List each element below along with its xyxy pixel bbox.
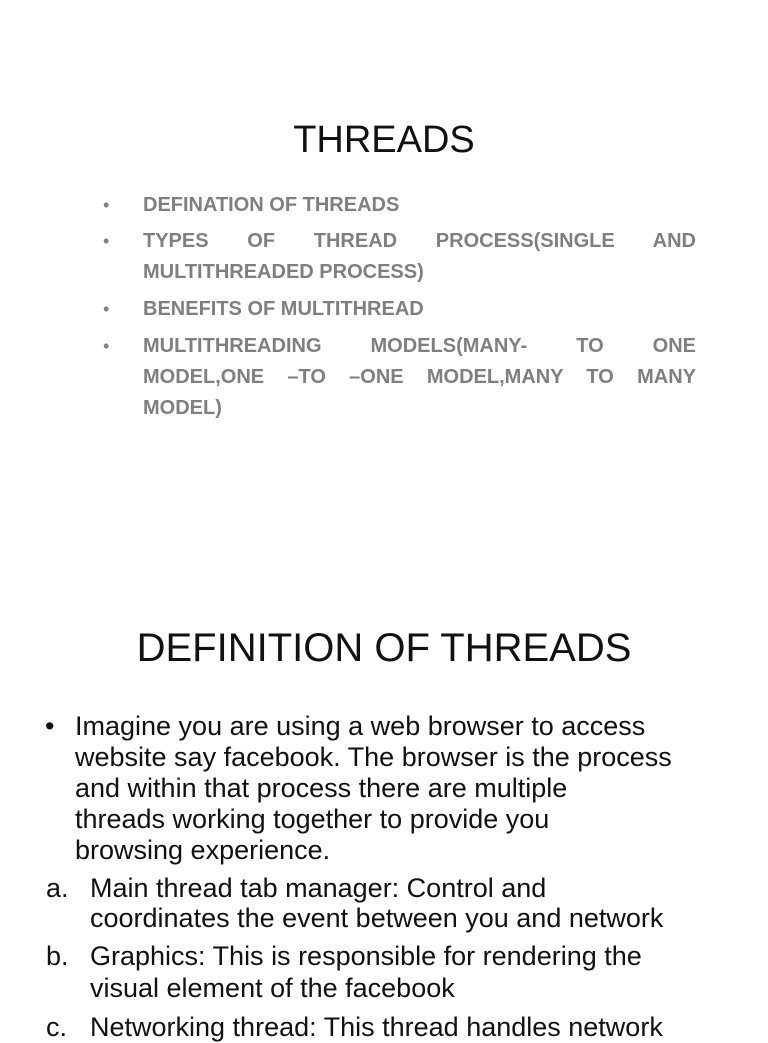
list-marker: b.: [46, 941, 69, 971]
bullet-icon: •: [103, 336, 110, 356]
paragraph-line: threads working together to provide you: [75, 804, 550, 834]
list-item-continuation: MULTITHREADED PROCESS): [143, 261, 424, 283]
list-item-continuation: coordinates the event between you and network: [90, 903, 664, 933]
list-item: TYPES OF THREAD PROCESS(SINGLE AND: [143, 230, 696, 252]
list-item-continuation: MODEL,ONE –TO –ONE MODEL,MANY TO MANY: [143, 366, 696, 388]
bullet-icon: •: [103, 195, 110, 215]
list-item: Graphics: This is responsible for rendering the: [90, 941, 642, 971]
list-item-continuation: visual element of the facebook: [90, 973, 455, 1003]
list-item: Main thread tab manager: Control and: [90, 873, 547, 903]
list-item: Networking thread: This thread handles network: [90, 1012, 663, 1042]
list-item: BENEFITS OF MULTITHREAD: [143, 298, 424, 320]
list-marker: a.: [46, 873, 69, 903]
paragraph-line: browsing experience.: [75, 835, 331, 865]
slide-title: DEFINITION OF THREADS: [136, 626, 632, 670]
bullet-icon: •: [103, 231, 110, 251]
bullet-icon: •: [45, 711, 55, 741]
paragraph-line: website say facebook. The browser is the process: [75, 742, 672, 772]
list-item: DEFINATION OF THREADS: [143, 194, 400, 216]
slide-title: THREADS: [293, 119, 475, 161]
list-item: MULTITHREADING MODELS(MANY- TO ONE: [143, 335, 696, 357]
list-item-continuation: MODEL): [143, 397, 222, 419]
paragraph-line: Imagine you are using a web browser to access: [75, 711, 646, 741]
paragraph-line: and within that process there are multiple: [75, 773, 568, 803]
bullet-icon: •: [103, 299, 110, 319]
list-marker: c.: [46, 1012, 68, 1042]
